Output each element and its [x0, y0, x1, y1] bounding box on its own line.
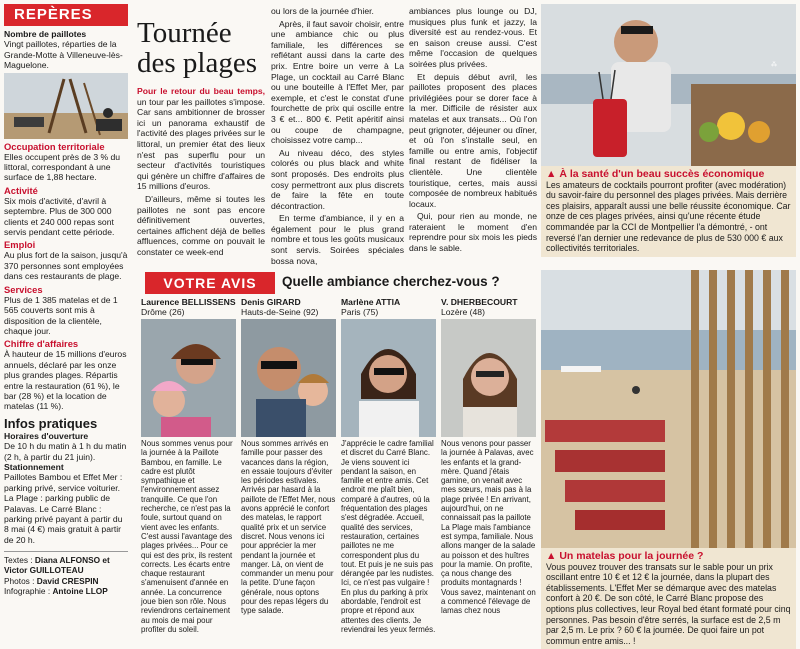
person-2-text: Nous sommes arrivés en famille pour passer des vacances dans la région, en essaie toujours d'éviter les périodes estivales. Arrivés par hasard à la paillote de l'Effet Mer, nous avons apprécié le confort des matelas, le rapport qualité prix et un service discret. Nous venons ici pour apprécier la mer pendant la journée et manger. Là, on vient de commander un menu pour la petite. D'une façon générale, nous optons pour des repas légers du type salade.: [241, 439, 336, 616]
bottom-caption: [541, 548, 796, 649]
person-3-photo: [341, 319, 436, 437]
stationnement-title: Stationnement: [4, 461, 64, 472]
bottom-caption-title: [546, 551, 791, 562]
person-4: [441, 297, 536, 616]
top-caption-title: [546, 169, 791, 180]
article-col3c-text: Qui, pour rien au monde, ne rateraient le moment d'en reprendre pour six mois les pieds dans le sable.: [409, 211, 537, 254]
article-column-2: [271, 6, 404, 268]
person-1-text: Nous sommes venus pour la journée à la Paillote Bambou, en famille. Le cadre est plutôt sympathique et l'environnement assez tranquille. Ce que l'on recherche, ce n'est pas la foule, surtout quand on vient avec les enfants. C'est aussi l'avantage des plages privées... Pour ce qui est des prix, ils restent corrects. Les écarts entre chaque restaurant s'amenuisent d'année en année. La concurrence joue bien son rôle. Nous reviendrons certainement au mois de mai pour profiter du soleil.: [141, 439, 233, 634]
reperes-sidebar: [4, 4, 128, 638]
bottom-caption-text: Vous pouvez trouver des transats sur le sable pour un prix oscillant entre 10 € et 12 € la journée, dans la plupart des établissements. L'Effet Mer se démarque avec des matelas confort à 20 €. De son côté, le Carré Blanc propose des options plus collectives, leur Royal bed étant formaté pour cinq personnes. Pas besoin d'être serrés, la surface est de 2,5 m par 2,5 m. Le prix ? 60 € la journée. De quoi faire un pot commun entre amis... !: [546, 561, 791, 646]
arrow-icon: ▲: [546, 550, 560, 562]
person-2: [241, 297, 336, 616]
credits: [4, 551, 128, 596]
credit-textes: Diana ALFONSO et Victor GUILLOTEAU: [4, 555, 110, 576]
occupation-title: Occupation territoriale: [4, 140, 105, 152]
person-1: [141, 297, 236, 634]
chiffre-text: À hauteur de 15 millions d'euros annuels, déclaré par les onze plus grandes plages. Répartis entre la restauration (61 %), le bar (28 %) et la location de matelas (11 %).: [4, 349, 127, 412]
activite-title: Activité: [4, 184, 38, 196]
top-caption-text: Les amateurs de cocktails pourront profiter (avec modération) du savoir-faire du personnel des plages privées. Mais derrière ces plaisirs, apparaît aussi une belle réussite économique. Car onze de ces plages privées, ainsi qu'une récente étude commandée par la CCI de Montpellier l'a démontré, - ont reversé l'an dernier une redevance de plus de 530 000 € aux collectivités territoriales.: [546, 179, 791, 254]
nombre-text: Vingt paillotes, réparties de la Grande-Motte à Villeneuve-lès-Maguelone.: [4, 39, 123, 71]
article-title: Tournée des plages: [137, 17, 257, 79]
person-3-name: Marlène ATTIA: [341, 297, 401, 307]
svg-text:⁂: ⁂: [771, 62, 777, 68]
occupation-text: Elles occupent près de 3 % du littoral, correspondant à une surface de 1,88 hectare.: [4, 151, 121, 183]
credit-info: Antoine LLOP: [52, 585, 108, 596]
cocktail-photo: [541, 4, 796, 166]
person-3-place: Paris (75): [341, 307, 379, 317]
horaires-text: De 10 h du matin à 1 h du matin (2 h, à partir du 21 juin).: [4, 441, 127, 462]
article-col2d-text: En terme d'ambiance, il y en a également pour le plus grand nombre et tous les goûts musicaux sont servis. Soirées spéciales bossa nova,: [271, 213, 404, 266]
credit-photos: David CRESPIN: [36, 575, 99, 586]
person-1-name: Laurence BELLISSENS: [141, 297, 236, 307]
person-4-name: V. DHERBECOURT: [441, 297, 518, 307]
horaires-title: Horaires d'ouverture: [4, 430, 89, 441]
paillote-photo: [4, 73, 128, 139]
activite-text: Six mois d'activité, d'avril à septembre. Plus de 300 000 clients et 240 000 repas sont servis pendant cette période.: [4, 195, 115, 238]
article-col1b-text: D'ailleurs, même si toutes les paillotes ne sont pas encore définitivement ouvertes, certaines affichent déjà de belles affluences, comme on pouvait le constater ce week-end: [137, 193, 265, 257]
article-col3b-text: Et depuis début avril, les paillotes proposent des places privilégiées pour se dorer face à la mer. Difficile de résister aux matelas et aux transats... Où l'on peut grignoter, déjeuner ou dîner, et où l'on s'installe seul, en famille ou entre amis, l'objectif final restant de fidéliser la clientèle. Une clientèle touristique, certes, mais aussi composée de nombreux habitués locaux.: [409, 71, 537, 209]
person-4-text: Nous venons pour passer la journée à Palavas, avec les enfants et la grand-mère. Quand j'étais gamine, on venait avec mes sœurs, mais pas à la plage privée ! En arrivant, aujourd'hui, on ne connaissait pas la paillote La Plage mais l'ambiance est sympa, familiale. Nous allons manger de la salade au poisson et des huîtres pour la mamie. On profite, ça nous change des produits montagnards ! Vous savez, maintenant on a commencé l'élevage de lamas chez nous: [441, 439, 536, 616]
article-col3a-text: ambiances plus lounge ou DJ, musiques plus funk et jazzy, la diversité est au rendez-vous. Et en saison creuse aussi. C'est même l'occasion de quelques soirées plus privées.: [409, 6, 537, 69]
article-col2b-text: Après, il faut savoir choisir, entre une ambiance chic ou plus familiale, les différences se reflétant aussi dans la carte des prix. Entre boire un verre à La Plage, un cocktail au Carré Blanc ou une bouteille à l'Effet Mer, par exemple, et c'est le constat d'une fourchette de prix qui oscille entre 3 € et... 800 €. Petit apéritif ainsi ou coupe de champagne, choisissez votre camp...: [271, 18, 404, 146]
article-column-1: [137, 86, 265, 260]
person-2-place: Hauts-de-Seine (92): [241, 307, 319, 317]
person-2-name: Denis GIRARD: [241, 297, 301, 307]
credit-textes-label: Textes :: [4, 555, 35, 566]
person-2-photo: [241, 319, 336, 437]
services-text: Plus de 1 385 matelas et de 1 565 couverts sont mis à disposition de la clientèle, chaque jour.: [4, 294, 118, 336]
article-col1-text: un tour par les paillotes s'impose. Car sans ambitionner de brosser ici un panorama exhaustif de l'activité des plages privées sur le littoral, un premier état des lieux n'est pas superflu pour un secteur d'activités touristiques qui génère un chiffre d'affaires de 15 millions d'euros.: [137, 96, 265, 192]
services-title: Services: [4, 283, 43, 295]
article-lead: Pour le retour du beau temps,: [137, 86, 265, 96]
person-3-text: J'apprécie le cadre familial et discret du Carré Blanc. Je viens souvent ici pendant la saison, en famille et entre amis. Cet endroit me plaît bien, comparé à d'autres, où la fréquentation des plages s'est dégradée. Accueil, qualité des services, restauration, certaines paillotes ne me correspondent plus du tout. Et puis je ne suis pas dérangée par les nudistes. Ici, ce n'est pas vulgaire ! En plus du parking à prix abordable, l'endroit est propre et répond aux attentes des clients. Je reviendrai les yeux fermés.: [341, 439, 436, 634]
person-4-place: Lozère (48): [441, 307, 485, 317]
reperes-header: REPÈRES: [4, 4, 128, 26]
top-caption-title-text: À la santé d'un beau succès économique: [559, 168, 765, 180]
person-4-photo: [441, 319, 536, 437]
infos-title: Infos pratiques: [4, 415, 98, 431]
person-3: [341, 297, 436, 634]
votre-avis-question: Quelle ambiance cherchez-vous ?: [282, 274, 500, 289]
emploi-title: Emploi: [4, 239, 36, 251]
person-1-place: Drôme (26): [141, 307, 185, 317]
top-caption: [541, 166, 796, 257]
votre-avis-tag: VOTRE AVIS: [145, 272, 275, 294]
matelas-photo: [541, 270, 796, 548]
article-column-3: [409, 6, 537, 256]
bottom-caption-title-text: Un matelas pour la journée ?: [559, 550, 704, 562]
arrow-icon: ▲: [546, 168, 560, 180]
credit-photos-label: Photos :: [4, 575, 37, 586]
article-col2a-text: ou lors de la journée d'hier.: [271, 6, 374, 16]
stationnement-text: Paillotes Bambou et Effet Mer : parking privé, service voiturier. La Plage : parking public de Palavas. Le Carré Blanc : parking privé payant à partir du 8 mai (4 €) mais gratuit à partir de 20 h.: [4, 472, 123, 545]
emploi-text: Au plus fort de la saison, jusqu'à 370 personnes sont employées dans ces restaurants de plage.: [4, 250, 128, 282]
article-col2c-text: Au niveau déco, des styles colorés ou plus black and white sont proposés. Des endroits plus cosy permettront aux plus discrets de faire la fête en toute décontraction.: [271, 147, 404, 211]
votre-avis-bar: [137, 272, 537, 294]
credit-info-label: Infographie :: [4, 585, 53, 596]
nombre-title: Nombre de paillotes: [4, 29, 87, 39]
person-1-photo: [141, 319, 236, 437]
chiffre-title: Chiffre d'affaires: [4, 338, 79, 350]
